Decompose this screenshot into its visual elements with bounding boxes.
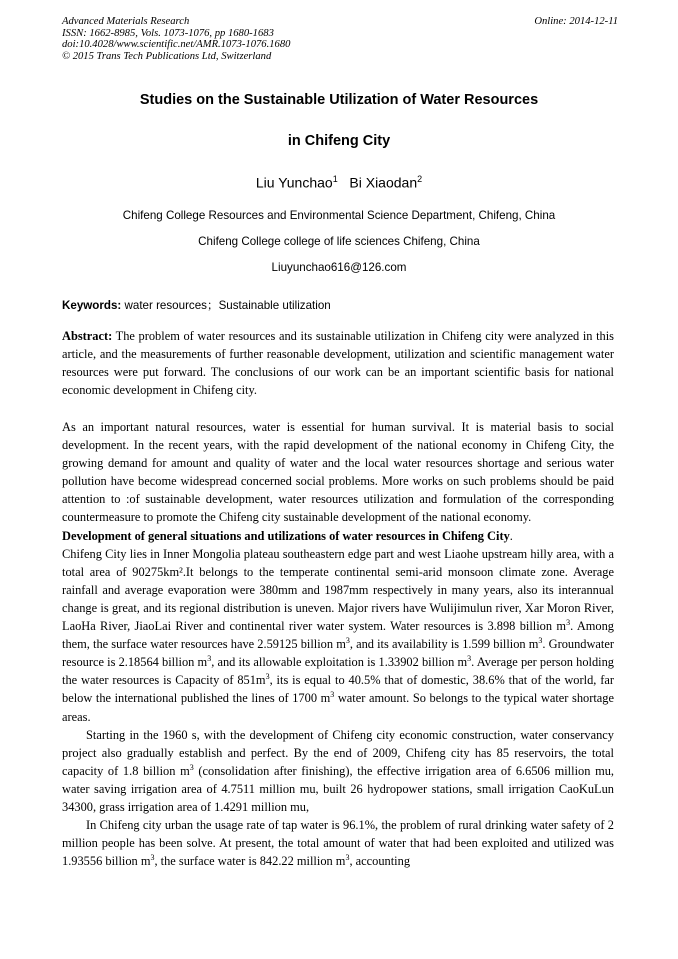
superscript: 3 <box>566 617 571 627</box>
superscript: 3 <box>207 654 212 664</box>
paper-title-line-1: Studies on the Sustainable Utilization of Water Resources <box>139 92 539 108</box>
author-2: Bi Xiaodan <box>349 174 418 191</box>
text-run: , and its allowable exploitation is 1.33902 billion m <box>211 655 468 670</box>
abstract-label: Abstract: <box>62 329 113 343</box>
paragraph-3 <box>62 816 614 870</box>
superscript: 3 <box>150 853 155 863</box>
abstract-text: The problem of water resources and its sustainable utilization in Chifeng city were analyzed in this article, and the measurements of further reasonable development, utilization and scientific management water resources were put forward. The conclusions of our work can be an important scientific basis for national economic development in Chifeng city. <box>62 329 614 398</box>
main-text <box>62 418 614 870</box>
text-run: . Groundwater resource is 2.18564 billion m <box>62 637 614 670</box>
text-run: Starting in the 1960 s, with the development of Chifeng city economic construction, water conservancy project also gradually establish and perfect. By the end of 2009, Chifeng city has 85 reservoirs, the total capacity of 1.8 billion m <box>62 727 614 778</box>
text-run: , its is equal to 40.5% that of domestic, 38.6% that of the world, far below the international published the lines of 1700 m <box>62 673 614 706</box>
text-run: , and its availability is 1.599 billion m <box>349 637 539 652</box>
author-email: Liuyunchao616@126.com <box>271 261 407 274</box>
text-run: In Chifeng city urban the usage rate of tap water is 96.1%, the problem of rural drinking water safety of 2 million people has been solve. At present, the total amount of water that had been exploited and utilized was 1.93556 billion m <box>62 818 614 869</box>
superscript: 3 <box>345 853 350 863</box>
issn-line: ISSN: 1662-8985, Vols. 1073-1076, pp 1680-1683 <box>62 27 274 39</box>
section-heading-tail: . <box>509 528 513 543</box>
doi-line: doi:10.4028/www.scientific.net/AMR.1073-1076.1680 <box>62 39 291 51</box>
section-heading <box>62 527 614 545</box>
text-run: . Average per person holding the water resources is Capacity of 851m <box>62 655 614 688</box>
affiliation-2: Chifeng College college of life sciences Chifeng, China <box>198 235 480 248</box>
text-run: , accounting <box>349 854 411 869</box>
text-run: water amount. So belongs to the typical water shortage areas. <box>62 691 615 724</box>
online-date: Online: 2014-12-11 <box>534 16 618 27</box>
paragraph-2 <box>62 726 614 816</box>
affiliation-1: Chifeng College Resources and Environmental Science Department, Chifeng, China <box>122 209 556 222</box>
text-run: . Among them, the surface water resources have 2.59125 billion m <box>62 619 614 652</box>
text-run: Chifeng City lies in Inner Mongolia plateau southeastern edge part and west Liaohe upstream hilly area, with a total area of 90275km².It belongs to the temperate continental semi-arid monsoon climate zone. Average rainfall and average evaporation were 380mm and 1987mm respectively in many years, also its interannual change is great, and its regional distribution is uneven. Major rivers have Wulijimulun river, Xar Moron River, LaoHa River, JiaoLai River and continental river water system. Water resources is 3.898 billion m <box>62 546 614 634</box>
abstract <box>62 327 614 399</box>
superscript: 3 <box>467 654 472 664</box>
author-1: Liu Yunchao <box>255 174 333 191</box>
journal-header <box>62 16 618 62</box>
keywords <box>62 297 331 313</box>
section-heading-text: Development of general situations and utilizations of water resources in Chifeng City <box>62 528 510 543</box>
superscript: 3 <box>330 690 335 700</box>
superscript: 3 <box>189 762 194 772</box>
paragraph-1 <box>62 545 614 726</box>
author-2-affil: 2 <box>417 174 423 184</box>
copyright-line: © 2015 Trans Tech Publications Ltd, Switzerland <box>62 50 272 62</box>
keywords-text: water resources；Sustainable utilization <box>121 299 331 312</box>
superscript: 3 <box>538 636 543 645</box>
intro-paragraph: As an important natural resources, water is essential for human survival. It is material basis to social development. In the recent years, with the rapid development of the national economy in Chifeng City, the growing demand for amount and quality of water and the local water resources shortage and serious water pollution have become widespread concerned social problems. More works on such problems should be paid attention to :of sustainable development, water resources utilization and formulation of the corresponding countermeasure to promote the Chifeng city sustainable development of the national economy. <box>62 420 614 525</box>
author-1-affil: 1 <box>332 174 338 184</box>
text-run: (consolidation after finishing), the effective irrigation area of 6.6506 million mu, water saving irrigation area of 4.7511 million mu, built 26 hydropower stations, small irrigation CaoKuLun 34300, grass irrigation area of 1.4291 million mu, <box>62 763 614 814</box>
journal-name: Advanced Materials Research <box>62 16 190 27</box>
text-run: , the surface water is 842.22 million m <box>154 854 346 869</box>
author-line <box>0 174 678 191</box>
paper-title-line-2: in Chifeng City <box>287 133 391 149</box>
keywords-label: Keywords: <box>62 299 122 312</box>
superscript: 3 <box>345 636 350 645</box>
superscript: 3 <box>265 672 270 682</box>
